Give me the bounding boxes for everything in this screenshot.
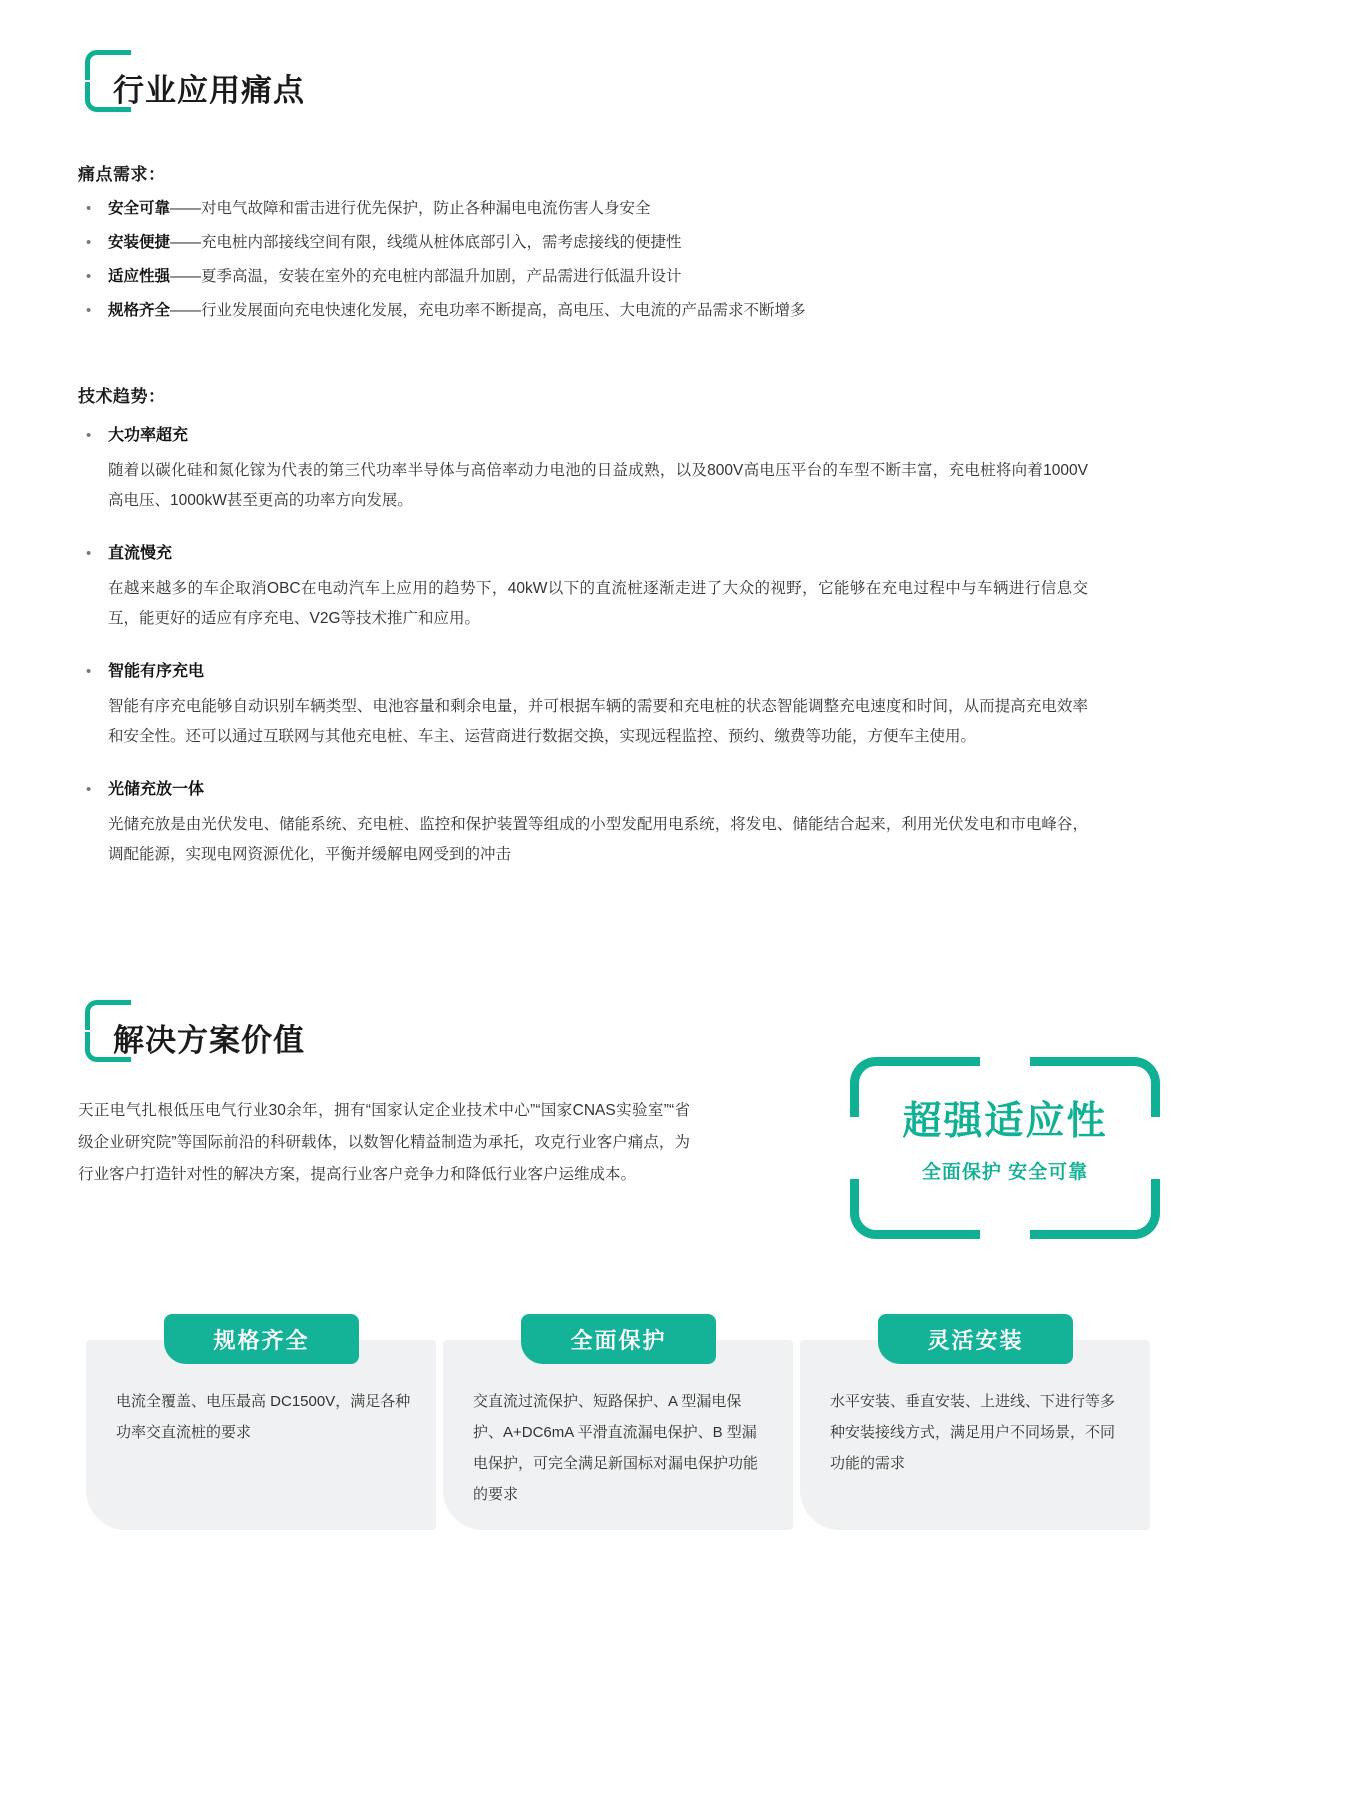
value-section-title: 解决方案价值 (113, 1023, 305, 1058)
feature-card (443, 1327, 793, 1530)
list-item (78, 192, 1128, 226)
trend-title: • 大功率超充 (108, 427, 189, 444)
adaptability-badge (850, 1057, 1160, 1239)
bracket-logo-icon (85, 50, 131, 112)
list-item (78, 226, 1128, 260)
list-item (78, 260, 1128, 294)
list-item (78, 294, 1128, 328)
trend-body: 在越来越多的车企取消OBC在电动汽车上应用的趋势下，40kW以下的直流桩逐渐走进了大众的视野，它能够在充电过程中与车辆进行信息交互，能更好的适应有序充电、V2G等技术推广和应用。 (108, 580, 1088, 627)
list-item (78, 660, 1088, 752)
pain-section-header (85, 50, 305, 112)
feature-card-title: 灵活安装 (878, 1314, 1073, 1364)
pain-item-label: 适应性强 (108, 268, 171, 285)
trend-title: • 直流慢充 (108, 545, 173, 562)
pain-item-label: 安全可靠 (108, 200, 171, 217)
badge-main-text: 超强适应性 (902, 1100, 1108, 1143)
pain-item-label: 规格齐全 (108, 302, 171, 319)
trend-list (78, 424, 1088, 896)
list-item (78, 424, 1088, 516)
trend-title: • 光储充放一体 (108, 781, 205, 798)
list-item (78, 778, 1088, 870)
badge-corner-bottom-right (1030, 1179, 1160, 1239)
trend-body: 智能有序充电能够自动识别车辆类型、电池容量和剩余电量，并可根据车辆的需要和充电桩的状态智能调整充电速度和时间，从而提高充电效率和安全性。还可以通过互联网与其他充电桩、车主、运营商进行数据交换，实现远程监控、预约、缴费等功能，方便车主使用。 (108, 698, 1088, 745)
pain-section-title: 行业应用痛点 (113, 73, 305, 108)
feature-card-title: 全面保护 (521, 1314, 716, 1364)
feature-card (800, 1327, 1150, 1530)
pain-item-text: ——充电桩内部接线空间有限，线缆从桩体底部引入，需考虑接线的便捷性 (170, 234, 682, 251)
value-section-header (85, 1000, 305, 1062)
pain-item-label: 安装便捷 (108, 234, 171, 251)
list-item (78, 542, 1088, 634)
trend-body: 光储充放是由光伏发电、储能系统、充电桩、监控和保护装置等组成的小型发配用电系统，将发电、储能结合起来，利用光伏发电和市电峰谷，调配能源，实现电网资源优化，平衡并缓解电网受到的冲击 (108, 816, 1088, 863)
badge-sub-text: 全面保护 安全可靠 (921, 1162, 1089, 1183)
feature-card-body: 水平安装、垂直安装、上进线、下进行等多种安装接线方式，满足用户不同场景，不同功能的需求 (830, 1393, 1116, 1472)
feature-card (86, 1327, 436, 1530)
badge-corner-bottom-left (850, 1179, 980, 1239)
feature-card-body: 交直流过流保护、短路保护、A 型漏电保护、A+DC6mA 平滑直流漏电保护、B 型漏电保护，可完全满足新国标对漏电保护功能的要求 (473, 1393, 759, 1503)
feature-card-title: 规格齐全 (164, 1314, 359, 1364)
pain-subhead: 痛点需求： (78, 165, 166, 184)
feature-card-body: 电流全覆盖、电压最高 DC1500V，满足各种功率交直流桩的要求 (116, 1393, 411, 1441)
value-paragraph: 天正电气扎根低压电气行业30余年，拥有“国家认定企业技术中心”“国家CNAS实验室”“省级企业研究院”等国际前沿的科研载体，以数智化精益制造为承托，攻克行业客户痛点，为行业客户打造针对性的解决方案，提高行业客户竞争力和降低行业客户运维成本。 (78, 1102, 690, 1183)
bracket-logo-icon (85, 1000, 131, 1062)
pain-item-text: ——夏季高温，安装在室外的充电桩内部温升加剧，产品需进行低温升设计 (170, 268, 682, 285)
trend-body: 随着以碳化硅和氮化镓为代表的第三代功率半导体与高倍率动力电池的日益成熟，以及800V高电压平台的车型不断丰富，充电桩将向着1000V高电压、1000kW甚至更高的功率方向发展。 (108, 462, 1088, 509)
pain-item-text: ——行业发展面向充电快速化发展，充电功率不断提高，高电压、大电流的产品需求不断增多 (170, 302, 806, 319)
pain-item-text: ——对电气故障和雷击进行优先保护，防止各种漏电电流伤害人身安全 (170, 200, 651, 217)
pain-bullet-list (78, 192, 1128, 328)
trend-subhead: 技术趋势： (78, 387, 166, 406)
trend-title: • 智能有序充电 (108, 663, 205, 680)
